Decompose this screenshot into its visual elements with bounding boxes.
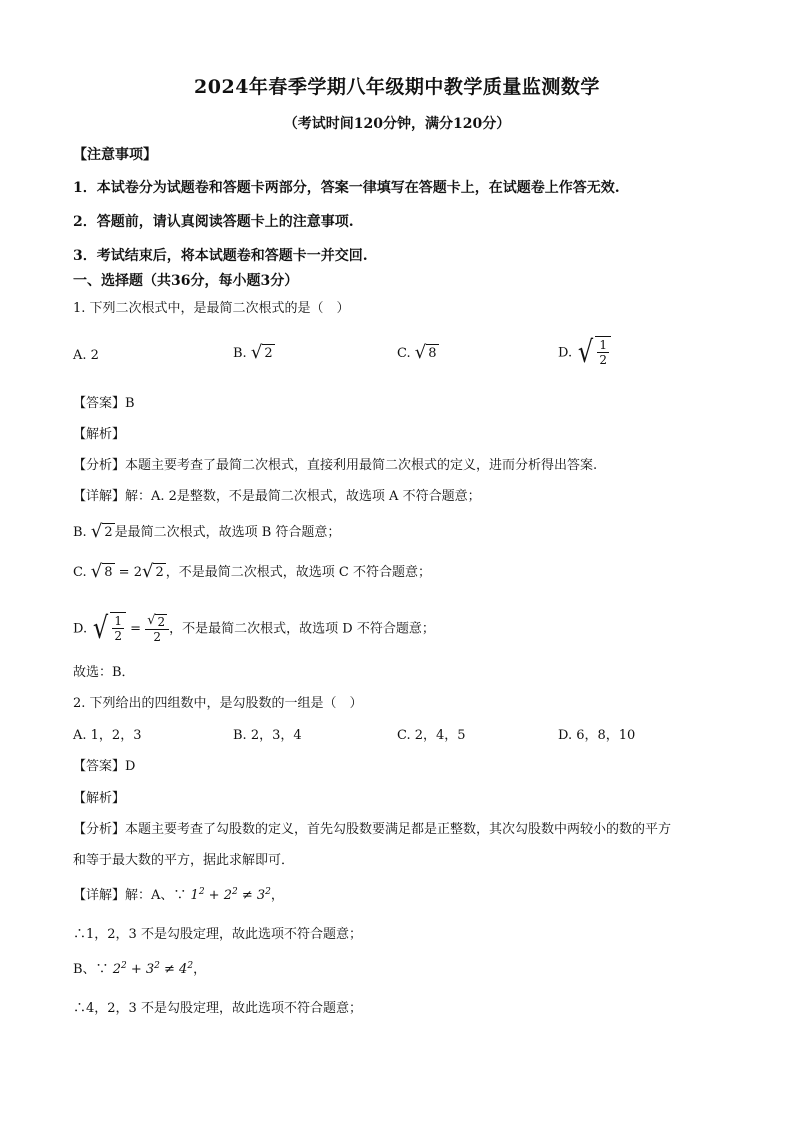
q2-detail-b: B、∵ $2^2 + 3^2 \ne 4^2$， bbox=[73, 961, 207, 977]
page-title: 2024年春季学期八年级期中教学质量监测数学 bbox=[194, 76, 600, 98]
q2-conclusion-b: ∴4，2，3 不是勾股定理，故此选项不符合题意； bbox=[73, 1001, 362, 1016]
sqrt-expression: √ 2 bbox=[147, 613, 166, 629]
q2-option-c: C. 2，4，5 bbox=[397, 728, 466, 743]
equals-text: = bbox=[130, 621, 142, 637]
q1-detail-c bbox=[73, 563, 431, 583]
detail-prefix: 【详解】解：A、∵ bbox=[73, 888, 187, 903]
q1-detail-b bbox=[73, 523, 340, 543]
notice-heading: 【注意事项】 bbox=[73, 147, 157, 163]
sqrt-expression: √ 8 bbox=[414, 342, 437, 363]
sqrt-expression: √ $\frac{1}{2}$ bbox=[91, 612, 126, 646]
q2-analysis-line-1: 【分析】本题主要考查了勾股数的定义，首先勾股数要满足都是正整数，其次勾股数中两较小的数的平方 bbox=[73, 822, 672, 837]
radicand: 2 bbox=[155, 565, 164, 580]
q2-option-d: D. 6，8，10 bbox=[558, 728, 636, 743]
q1-option-b bbox=[233, 344, 275, 364]
math-expression: $1^2 + 2^2 \ne 3^2$ bbox=[190, 887, 271, 903]
q1-option-d bbox=[558, 336, 611, 370]
denominator: 2 bbox=[114, 629, 122, 643]
q2-stem: 2. 下列给出的四组数中，是勾股数的一组是（ ） bbox=[73, 696, 363, 711]
radicand: 8 bbox=[104, 565, 113, 580]
option-label: C. bbox=[73, 565, 87, 580]
q2-analysis-tag: 【解析】 bbox=[73, 791, 126, 806]
notice-item-2: 2．答题前，请认真阅读答题卡上的注意事项. bbox=[73, 214, 354, 230]
q1-analysis: 【分析】本题主要考查了最简二次根式，直接利用最简二次根式的定义，进而分析得出答案. bbox=[73, 458, 598, 473]
option-label: B. bbox=[73, 525, 87, 540]
sqrt-expression: √ 2 bbox=[90, 521, 113, 542]
radicand: 2 bbox=[157, 615, 166, 629]
sqrt-expression: √ $\frac{1}{2}$ bbox=[576, 336, 611, 370]
detail-text: ，不是最简二次根式，故选项 D 不符合题意； bbox=[169, 621, 435, 637]
q2-option-a: A. 1，2，3 bbox=[73, 728, 142, 743]
notice-item-1: 1．本试卷分为试题卷和答题卡两部分，答案一律填写在答题卡上，在试题卷上作答无效. bbox=[73, 180, 620, 196]
q1-analysis-tag: 【解析】 bbox=[73, 427, 126, 442]
q1-stem: 1. 下列二次根式中，是最简二次根式的是（ ） bbox=[73, 301, 350, 316]
exam-info: （考试时间120分钟，满分120分） bbox=[283, 116, 511, 132]
q1-conclusion: 故选：B． bbox=[73, 665, 135, 680]
radicand: 2 bbox=[264, 346, 273, 361]
sqrt-expression: √ 2 bbox=[250, 342, 273, 363]
q2-answer: 【答案】D bbox=[73, 759, 136, 774]
radicand: 2 bbox=[104, 525, 113, 540]
option-label: D. bbox=[73, 621, 88, 637]
fraction bbox=[597, 338, 609, 367]
detail-text: ，不是最简二次根式，故选项 C 不符合题意； bbox=[165, 565, 431, 580]
q2-option-b: B. 2，3，4 bbox=[233, 728, 302, 743]
q1-option-a: A. 2 bbox=[73, 348, 99, 363]
option-label: D. bbox=[558, 345, 573, 361]
sqrt-expression: √ 2 bbox=[141, 561, 164, 582]
denominator: 2 bbox=[599, 353, 607, 367]
denominator: 2 bbox=[153, 630, 161, 644]
numerator: 1 bbox=[114, 614, 122, 628]
q1-answer: 【答案】B bbox=[73, 396, 135, 411]
sqrt-expression: √ 8 bbox=[90, 561, 113, 582]
option-label: C. bbox=[397, 346, 411, 361]
math-expression: $2^2 + 3^2 \ne 4^2$ bbox=[112, 961, 194, 977]
notice-item-3: 3．考试结束后，将本试题卷和答题卡一并交回. bbox=[73, 248, 368, 264]
q2-conclusion-a: ∴1，2，3 不是勾股定理，故此选项不符合题意； bbox=[73, 927, 362, 942]
q2-detail-a: 【详解】解：A、∵ $1^2 + 2^2 \ne 3^2$， bbox=[73, 887, 284, 903]
section-heading: 一、选择题（共36分，每小题3分） bbox=[73, 273, 299, 289]
detail-text: 是最简二次根式，故选项 B 符合题意； bbox=[114, 525, 341, 540]
option-label: B. bbox=[233, 346, 247, 361]
numerator: 1 bbox=[599, 338, 607, 352]
q1-detail-d bbox=[73, 612, 435, 646]
equals-text: = 2 bbox=[118, 565, 142, 580]
detail-prefix: B、∵ bbox=[73, 962, 109, 977]
radicand: 8 bbox=[428, 346, 437, 361]
fraction bbox=[112, 614, 124, 643]
q2-analysis-line-2: 和等于最大数的平方，据此求解即可． bbox=[73, 853, 295, 868]
fraction bbox=[145, 614, 169, 644]
q1-option-c bbox=[397, 344, 439, 364]
q1-detail-a: 【详解】解：A. 2是整数，不是最简二次根式，故选项 A 不符合题意； bbox=[73, 489, 481, 504]
